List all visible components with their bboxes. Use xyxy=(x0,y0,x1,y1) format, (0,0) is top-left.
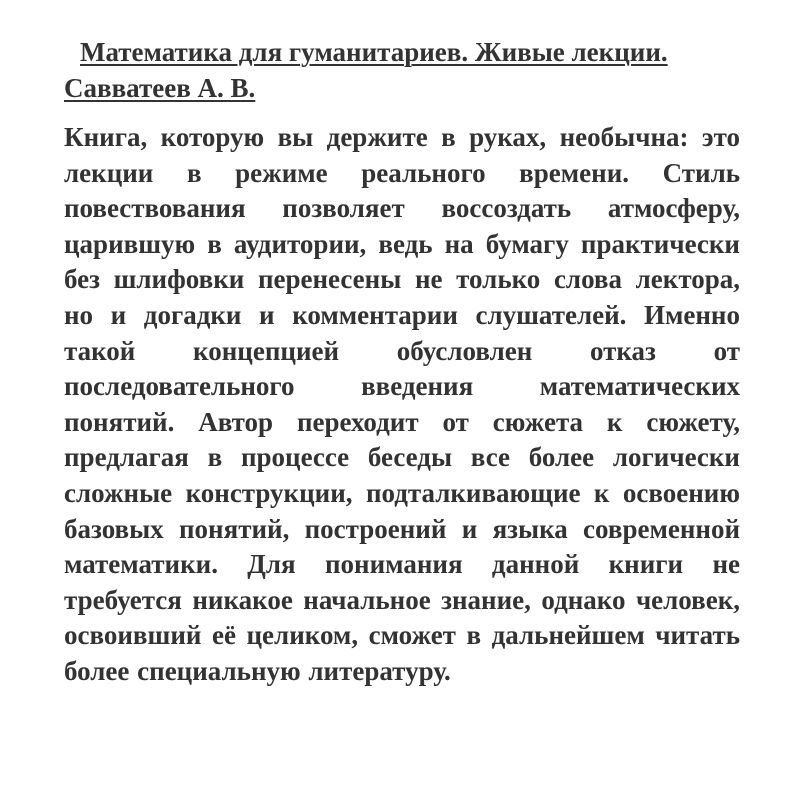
book-title: Математика для гуманитариев. Живые лекции. Савватеев А. В. xyxy=(64,37,668,103)
book-description: Книга, которую вы держите в руках, необычна: это лекции в режиме реального времени. Стиль повествования позволяет воссоздать атмосферу, царившую в аудитории, ведь на бумагу практически без шлифовки перенесены не только слова лектора, но и догадки и комментарии слушателей. Именно такой концепцией обусловлен отказ от последовательного введения математических понятий. Автор переходит от сюжета к сюжету, предлагая в процессе беседы все более логически сложные конструкции, подталкивающие к освоению базовых понятий, построений и языка современной математики. Для понимания данной книги не требуется никакое начальное знание, однако человек, освоивший её целиком, сможет в дальнейшем читать более специальную литературу. xyxy=(64,122,740,686)
document-page xyxy=(64,34,740,690)
